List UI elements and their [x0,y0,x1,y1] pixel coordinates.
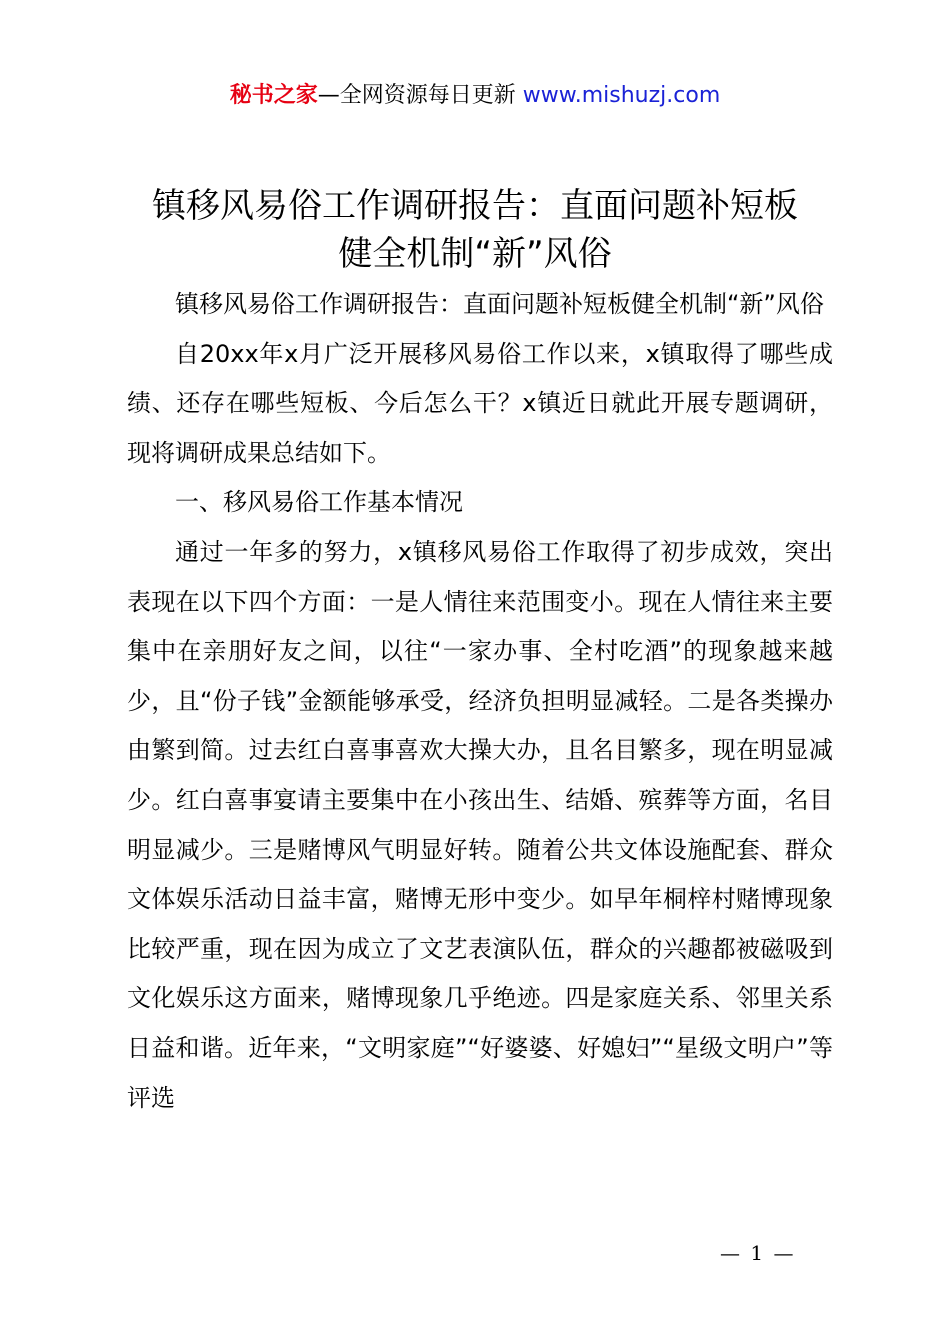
document-title-line-1: 镇移风易俗工作调研报告：直面问题补短板 [152,186,798,226]
site-name: 秘书之家 [229,83,318,108]
document-title-line-2: 健全机制“新”风俗 [338,234,612,274]
site-url-link[interactable]: www.mishuzj.com [522,83,721,108]
document-body [127,280,833,1123]
paragraph-subtitle: 镇移风易俗工作调研报告：直面问题补短板健全机制“新”风俗 [175,290,824,318]
site-slogan: —全网资源每日更新 [317,83,516,108]
site-header [0,80,950,112]
page-number: — 1 — [720,1241,796,1265]
paragraph-basic-situation: 通过一年多的努力，x镇移风易俗工作取得了初步成效，突出表现在以下四个方面：一是人情往来范围变小。现在人情往来主要集中在亲朋好友之间，以往“一家办事、全村吃酒”的现象越来越少，且“份子钱”金额能够承受，经济负担明显减轻。二是各类操办由繁到简。过去红白喜事喜欢大操大办，且名目繁多，现在明显减少。红白喜事宴请主要集中在小孩出生、结婚、殡葬等方面，名目明显减少。三是赌博风气明显好转。随着公共文体设施配套、群众文体娱乐活动日益丰富，赌博无形中变少。如早年桐梓村赌博现象比较严重，现在因为成立了文艺表演队伍，群众的兴趣都被磁吸到文化娱乐这方面来，赌博现象几乎绝迹。四是家庭关系、邻里关系日益和谐。近年来，“文明家庭”“好婆婆、好媳妇”“星级文明户”等评选 [127,537,833,1112]
section-heading: 一、移风易俗工作基本情况 [175,488,463,517]
document-title [100,182,850,278]
paragraph-intro: 自20xx年x月广泛开展移风易俗工作以来，x镇取得了哪些成绩、还存在哪些短板、今后怎么干？x镇近日就此开展专题调研，现将调研成果总结如下。 [127,339,833,467]
